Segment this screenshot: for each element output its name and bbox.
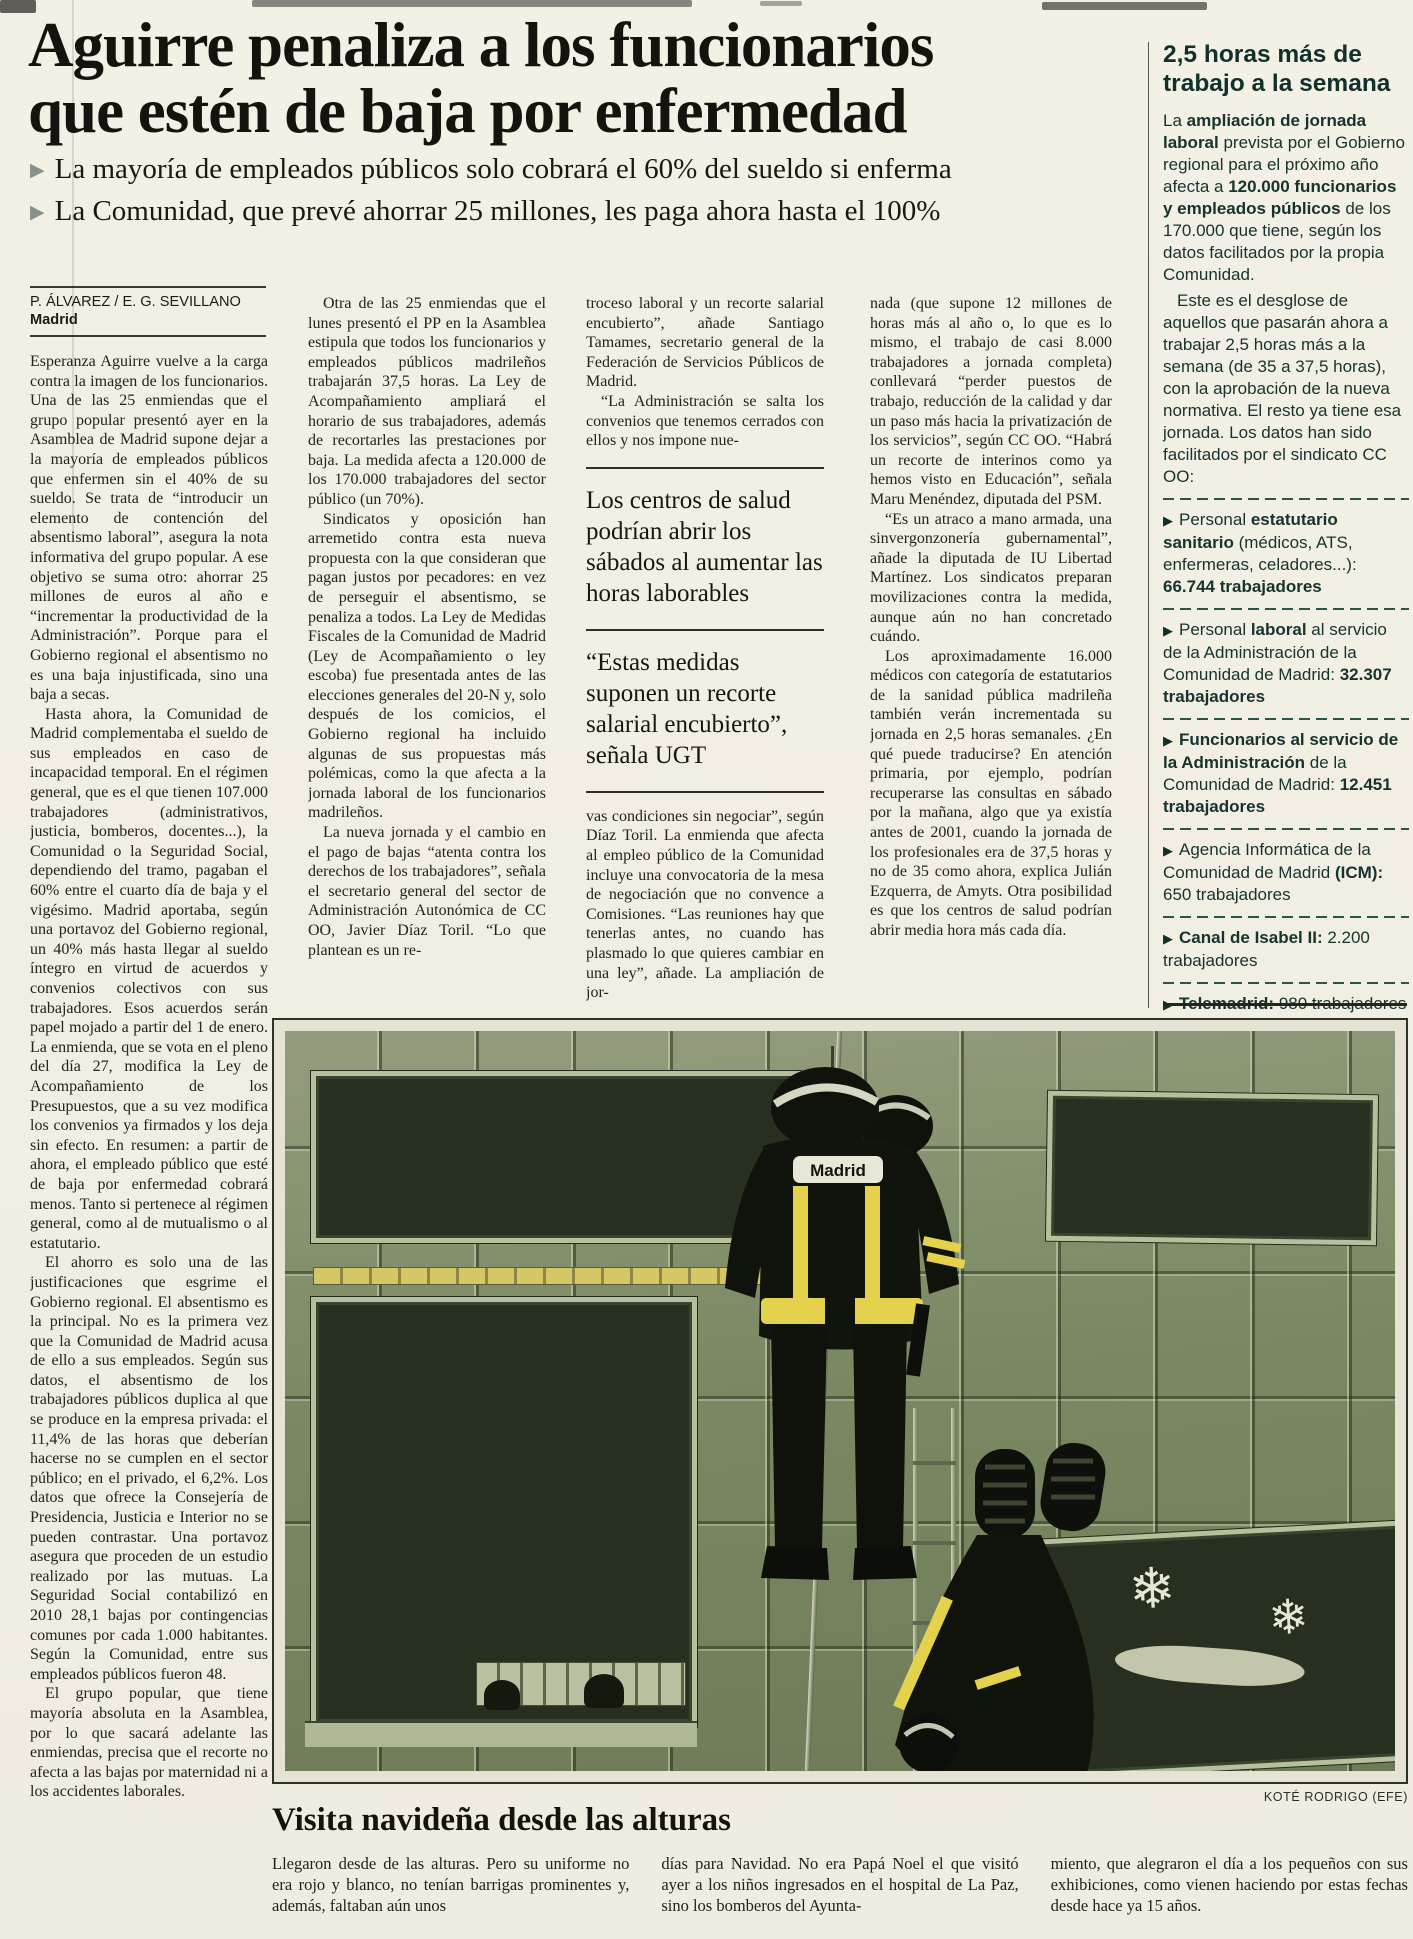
window-lower-left (311, 1297, 697, 1727)
building-facade (285, 1031, 1395, 1771)
paragraph: “La Administración se salta los convenios que tenemos cerrados con ellos y nos impone nue- (586, 392, 824, 450)
arrow-bullet-icon: ▶ (1163, 931, 1173, 946)
arrow-bullet-icon: ▶ (30, 160, 45, 181)
scan-artifact (252, 0, 692, 7)
article-headline (28, 10, 1143, 147)
article-column-3 (586, 294, 824, 1016)
paragraph: Sindicatos y oposición han arremetido contra esta nueva propuesta con la que consideran que pagan justos por pecadores: en vez de perseguir el absentismo, se penaliza a todos. La Ley de Medidas Fiscales de la Comunidad de Madrid (Ley de Acompañamiento o ley escoba) fue presentada antes de las elecciones generales del 20-N y, solo después de los comicios, el Gobierno regional ha incluido algunas de sus propuestas más polémicas, como la que afecta a la jornada laboral de los funcionarios madrileños. (308, 510, 546, 822)
window-sill (305, 1721, 697, 1747)
sidebar-bottom-rule (1163, 1003, 1407, 1006)
snowflake-icon: ❄ (1267, 1590, 1310, 1646)
caption-block (272, 1853, 1408, 1916)
pull-quote-rule (586, 629, 824, 631)
byline-block (30, 286, 266, 337)
headline-line-2: que estén de baja por enfermedad (28, 76, 907, 147)
pull-quote-rule (586, 791, 824, 793)
sidebar-item: ▶ Personal estatutario sanitario (médicos, ATS, enfermeras, celadores...): 66.744 trabajadores (1163, 510, 1357, 596)
caption-column: Llegaron desde de las alturas. Pero su uniforme no era rojo y blanco, no tenían barrigas prominentes y, además, faltaban aún unos (272, 1854, 630, 1915)
arrow-bullet-icon: ▶ (1163, 843, 1173, 858)
column-divider-rule (1148, 42, 1149, 1008)
dashed-divider (1163, 982, 1409, 984)
caption-column: miento, que alegraron el día a los pequeños con sus exhibiciones, como vienen haciendo por estas fechas desde hace ya 15 años. (1050, 1854, 1408, 1915)
subhead-item (30, 150, 1130, 192)
paragraph: nada (que supone 12 millones de horas más al año o, lo que es lo mismo, el trabajo de casi 8.000 trabajadores a jornada completa) conllevará “perder puestos de trabajo, reducción de la calidad y dar un paso más hacia la privatización de los servicios”, según CC OO. “Habrá un recorte de interinos como ya hemos visto en Educación”, señala Maru Menéndez, diputada del PSM. (870, 295, 1112, 508)
dashed-divider (1163, 498, 1409, 500)
paragraph: La nueva jornada y el cambio en el pago de bajas “atenta contra los derechos de los trabajadores”, señala el secretario general del sector de Administración Autonómica de CC OO, Javier Díaz Toril. “Lo que plantean es un re- (308, 824, 546, 959)
subhead-text: La Comunidad, que prevé ahorrar 25 millones, les paga ahora hasta el 100% (54, 195, 941, 227)
sidebar-paragraph: Este es el desglose de aquellos que pasarán ahora a trabajar 2,5 horas más a la semana (de 35 a 37,5 horas), con la aprobación de la nueva normativa. El resto ya tiene esa jornada. Los datos han sido facilitados por el sindicato CC OO: (1163, 291, 1402, 486)
sidebar-item: ▶ Personal laboral al servicio de la Administración de la Comunidad de Madrid: 32.307 trabajadores (1163, 620, 1392, 706)
sidebar-item: ▶ Agencia Informática de la Comunidad de Madrid (ICM): 650 trabajadores (1163, 840, 1384, 904)
byline-location: Madrid (30, 312, 78, 328)
subhead-item (30, 192, 1130, 234)
paragraph: Los aproximadamente 16.000 médicos con categoría de estatutarios de la sanidad pública madrileña también verán incrementada su jornada en 2,5 horas semanales. ¿En qué puede traducirse? En atención primaria, por ejemplo, podrían recuperarse las consultas en sábado por la mañana, algo que ya existía antes de 2001, cuando la jornada de los profesionales era de 37,5 horas y no de 35 como ahora, explica Julián Ezquerra, de Amyts. Otra posibilidad es que los centros de salud podrían abrir media hora más cada día. (870, 647, 1112, 939)
sidebar-paragraph: La ampliación de jornada laboral prevista por el Gobierno regional para el próximo año afecta a 120.000 funcionarios y empleados públicos de los 170.000 que tiene, según los datos facilitados por la propia Comunidad. (1163, 111, 1405, 284)
sidebar-item: ▶ Funcionarios al servicio de la Administración de la Comunidad de Madrid: 12.451 trabajadores (1163, 730, 1399, 816)
sidebar-item: ▶ Canal de Isabel II: 2.200 trabajadores (1163, 928, 1370, 970)
news-photo (272, 1018, 1408, 1784)
paragraph: Esperanza Aguirre vuelve a la carga contra la imagen de los funcionarios. Una de las 25 enmiendas que el grupo popular presentó ayer en la Asamblea de Madrid supone dejar a la mayoría de empleados públicos que enfermen sin el 40% de su sueldo. Se trata de “introducir un elemento de contención del absentismo laboral”, asegura la nota informativa del grupo popular. A ese objetivo se suma otro: ahorrar 25 millones de euros al año e “incrementar la productividad de la Administración”. Porque para el Gobierno regional el absentismo no es una baja injustificada, sino una baja a secas. (30, 353, 268, 704)
snowflake-icon: ❄ (1127, 1557, 1178, 1622)
article-column-1 (30, 352, 268, 1930)
scan-artifact (1042, 2, 1207, 10)
pull-quote-2: “Estas medidas suponen un recorte salarial encubierto”, señala UGT (586, 648, 788, 769)
arrow-bullet-icon: ▶ (1163, 513, 1173, 528)
dashed-divider (1163, 828, 1409, 830)
caption-column: días para Navidad. No era Papá Noel el que visitó ayer a los niños ingresados en el hospital de La Paz, sino los bomberos del Ayunta- (661, 1854, 1019, 1915)
dashed-divider (1163, 916, 1409, 918)
dashed-divider (1163, 718, 1409, 720)
arrow-bullet-icon: ▶ (1163, 623, 1173, 638)
paragraph: troceso laboral y un recorte salarial encubierto”, añade Santiago Tamames, secretario general de la Federación de Servicios Públicos de Madrid. (586, 295, 824, 391)
scan-artifact (760, 1, 802, 6)
sidebar-box (1163, 40, 1409, 1016)
paragraph: vas condiciones sin negociar”, según Díaz Toril. La enmienda que afecta al empleo público de la Comunidad incluye una convocatoria de la mesa de negociación que no convence a Comisiones. “Las reuniones hay que tenerlas antes, no cuando has plasmado lo que quieres cambiar en una ley”, añade. La ampliación de jor- (586, 807, 824, 1002)
child-silhouette (584, 1674, 624, 1708)
firefighter-inverted (855, 1443, 1185, 1771)
dashed-divider (1163, 608, 1409, 610)
pull-quote-1: Los centros de salud podrían abrir los sábados al aumentar las horas laborables (586, 486, 823, 607)
arrow-bullet-icon: ▶ (30, 202, 45, 223)
photo-credit: KOTÉ RODRIGO (EFE) (1263, 1790, 1408, 1804)
paragraph: “Es un atraco a mano armada, una sinvergonzonería gubernamental”, añade la diputada de IU Libertad Martínez. Los sindicatos preparan movilizaciones contra la medida, aunque aún no han concretado cuándo. (870, 510, 1112, 646)
paragraph: Otra de las 25 enmiendas que el lunes presentó el PP en la Asamblea estipula que todos los funcionarios y empleados públicos madrileños trabajarán 37,5 horas. La Ley de Acompañamiento ampliará el horario de sus trabajadores, además de recortarles las prestaciones por baja. La medida afecta a 120.000 de los 170.000 trabajadores del sector público (un 70%). (308, 295, 546, 508)
paragraph: El ahorro es solo una de las justificaciones que esgrime el Gobierno regional. El absentismo es la principal. No es la primera vez que la Comunidad de Madrid acusa de ello a sus empleados. Según sus datos, el absentismo de los trabajadores públicos duplica al que se produce en la empresa privada: el 11,4% de las horas que deberían hacerse no se cumplen en el sector público; en el privado, el 6,2%. Los datos que ofrece la Consejería de Presidencia, Justicia e Interior no se pueden contrastar. Una portavoz asegura que proceden de un estudio realizado por las mutuas. La Seguridad Social contabilizó en 2010 28,1 bajas por contingencias comunes por cada 1.000 habitantes. Según la Comunidad, entre sus empleados públicos fueron 48. (30, 1254, 268, 1683)
subhead-block (30, 150, 1130, 234)
article-column-4 (870, 294, 1112, 1016)
column-3-top-text (586, 294, 824, 451)
pull-quote-rule (586, 467, 824, 469)
jacket-label: Madrid (810, 1161, 866, 1180)
article-column-2 (308, 294, 546, 1016)
caption-title: Visita navideña desde las alturas (272, 1802, 732, 1838)
column-3-bottom-text (586, 807, 824, 1003)
child-silhouette (484, 1680, 520, 1710)
headline-line-1: Aguirre penaliza a los funcionarios (28, 10, 934, 80)
arrow-bullet-icon: ▶ (1163, 733, 1173, 748)
sidebar-title: 2,5 horas más de trabajo a la semana (1163, 41, 1391, 97)
subhead-text: La mayoría de empleados públicos solo cobrará el 60% del sueldo si enferma (54, 153, 952, 185)
paragraph: El grupo popular, que tiene mayoría absoluta en la Asamblea, por lo que sacará adelante las enmiendas, precisa que el recorte no afecta a las bajas por maternidad ni a los accidentes laborales. (30, 1685, 268, 1801)
byline-authors: P. ÁLVAREZ / E. G. SEVILLANO (30, 294, 241, 310)
paragraph: Hasta ahora, la Comunidad de Madrid complementaba el sueldo de sus empleados en caso de incapacidad temporal. En el régimen general, que es el que tienen 107.000 trabajadores (administrativos, justicia, bomberos, docentes...), la Comunidad o la Seguridad Social, dependiendo del tramo, pagaban el 60% entre el cuarto día de baja y el vigésimo. Madrid aportaba, según una portavoz del Gobierno regional, un 40% más hasta llegar al sueldo íntegro en virtud de acuerdos y convenios colectivos con sus trabajadores. Esos acuerdos serán papel mojado a partir del 1 de enero. La enmienda, que se vota en el pleno del día 27, modifica la Ley de Acompañamiento de los Presupuestos, que a su vez modifica los convenios ya firmados y los deja sin efecto. En resumen: a partir de ahora, el empleado público que esté de baja por enfermedad cobrará menos. Tanto si pertenece al régimen general, como al de mutualismo o al estatutario. (30, 705, 268, 1252)
window-top-right (1046, 1091, 1378, 1246)
